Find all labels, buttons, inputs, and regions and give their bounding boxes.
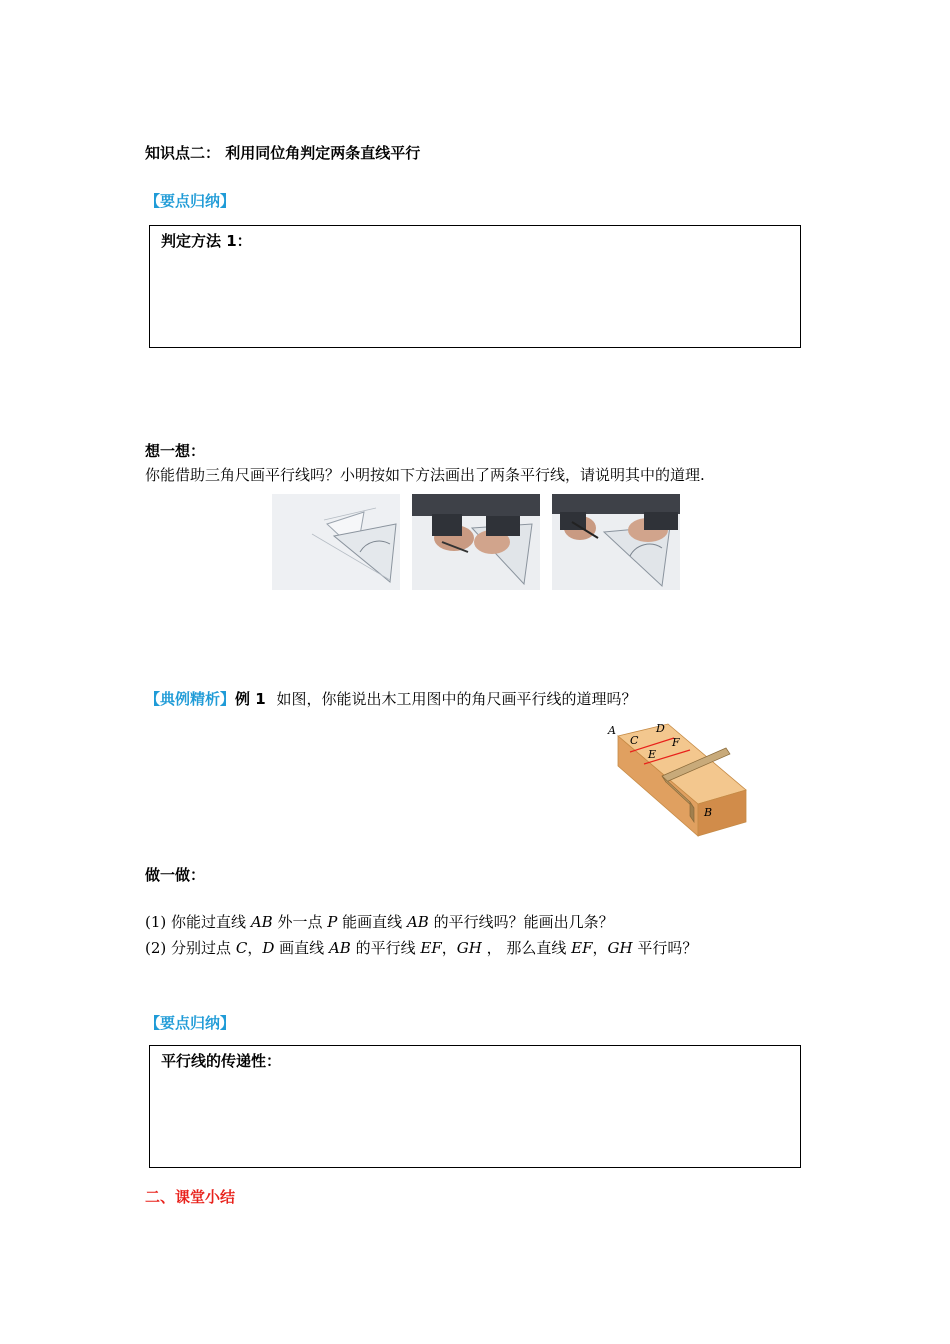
photo-triangle-rulers-1 xyxy=(272,494,400,590)
label-B: B xyxy=(704,806,713,819)
photo-triangle-rulers-3 xyxy=(552,494,680,590)
label-D: D xyxy=(656,722,665,735)
do-item-text: 你能过直线 xyxy=(171,913,247,931)
do-item-number: (2) xyxy=(145,939,167,957)
separator: ， xyxy=(592,939,608,957)
wood-block-figure xyxy=(606,718,754,842)
math-var: EF xyxy=(420,939,442,957)
judgment-method-label: 判定方法 1： xyxy=(161,232,252,250)
math-var: AB xyxy=(328,939,351,957)
summary-title: 二、课堂小结 xyxy=(145,1188,236,1206)
transitivity-label: 平行线的传递性： xyxy=(161,1052,282,1070)
transitivity-box xyxy=(149,1045,801,1168)
do-item-text: 外一点 xyxy=(277,913,323,931)
label-A: A xyxy=(608,724,616,737)
section-title: 知识点二： 利用同位角判定两条直线平行 xyxy=(145,144,421,162)
example-number: 例 1 xyxy=(235,690,266,708)
do-item-2 xyxy=(145,937,697,958)
photo-triangle-rulers-2 xyxy=(412,494,540,590)
label-C: C xyxy=(630,734,639,747)
label-F: F xyxy=(672,736,680,749)
math-var: P xyxy=(327,913,338,931)
example-label: 【典例精析】 xyxy=(145,690,236,708)
judgment-method-box xyxy=(149,225,801,348)
do-item-number: (1) xyxy=(145,913,167,931)
key-points-label: 【要点归纳】 xyxy=(145,192,236,210)
separator: ， xyxy=(247,939,263,957)
do-item-text: 画直线 xyxy=(279,939,325,957)
math-var: GH xyxy=(607,939,633,957)
math-var: AB xyxy=(250,913,273,931)
do-title: 做一做： xyxy=(145,866,206,884)
example-line xyxy=(145,688,636,709)
math-var: EF xyxy=(571,939,593,957)
do-item-text: 的平行线 xyxy=(355,939,416,957)
math-var: D xyxy=(262,939,275,957)
do-item-text: 分别过点 xyxy=(171,939,232,957)
think-text: 你能借助三角尺画平行线吗？小明按如下方法画出了两条平行线，请说明其中的道理. xyxy=(145,466,705,484)
do-item-text: 的平行线吗？能画出几条？ xyxy=(433,913,614,931)
math-var: AB xyxy=(406,913,429,931)
key-points-label-2: 【要点归纳】 xyxy=(145,1014,236,1032)
think-title: 想一想： xyxy=(145,442,206,460)
do-item-text: 平行吗？ xyxy=(637,939,698,957)
math-var: GH xyxy=(456,939,482,957)
do-item-text: ， 那么直线 xyxy=(486,939,567,957)
do-item-text: 能画直线 xyxy=(342,913,403,931)
label-E: E xyxy=(648,748,657,761)
separator: ， xyxy=(441,939,457,957)
example-text: 如图，你能说出木工用图中的角尺画平行线的道理吗？ xyxy=(276,690,637,708)
do-item-1 xyxy=(145,911,614,932)
math-var: C xyxy=(235,939,248,957)
